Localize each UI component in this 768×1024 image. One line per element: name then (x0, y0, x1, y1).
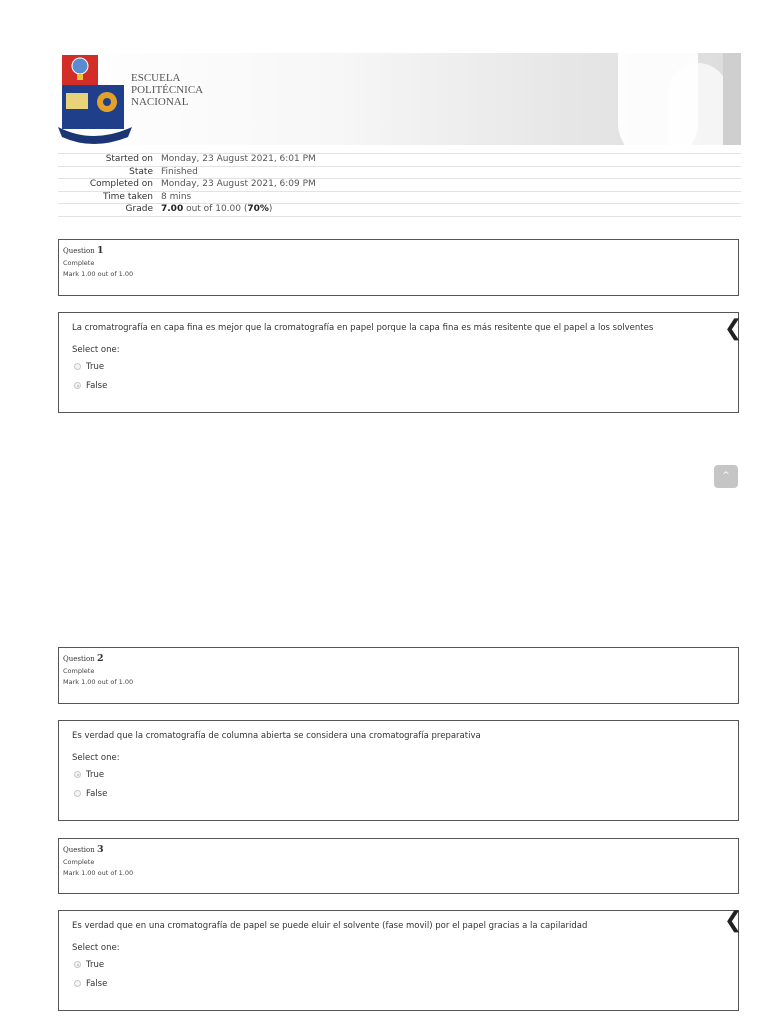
summary-row (58, 191, 741, 204)
answer-option-true[interactable] (74, 767, 738, 782)
summary-label: Started on (105, 154, 153, 164)
question-info-3 (58, 838, 739, 894)
answer-option-false[interactable] (74, 976, 738, 991)
summary-label: Time taken (102, 191, 153, 202)
chevron-left-icon[interactable]: ❮ (724, 316, 743, 341)
summary-value: 8 mins (161, 191, 192, 202)
summary-value: Monday, 23 August 2021, 6:01 PM (161, 154, 316, 164)
question-state: Complete (63, 667, 95, 675)
chevron-up-icon: ^ (722, 471, 730, 481)
radio-button[interactable] (74, 363, 81, 370)
answer-option-false[interactable] (74, 786, 738, 801)
header-banner (58, 53, 741, 145)
summary-row (58, 153, 741, 166)
banner-decor (723, 53, 741, 145)
summary-label: Completed on (89, 179, 153, 189)
question-state: Complete (63, 259, 95, 267)
summary-value: Finished (161, 166, 198, 177)
question-text: Es verdad que en una cromatografía de papel se puede eluir el solvente (fase movil) por el papel gracias a la capilaridad (72, 921, 588, 931)
summary-value: Monday, 23 August 2021, 6:09 PM (161, 179, 316, 189)
question-info-1 (58, 239, 739, 296)
chevron-left-icon[interactable]: ❮ (724, 908, 743, 933)
answer-option-true[interactable] (74, 359, 738, 374)
radio-button-selected[interactable] (74, 771, 81, 778)
option-label: False (86, 978, 108, 989)
select-prompt: Select one: (72, 345, 120, 355)
logo-wordmark: ESCUELA POLITÉCNICA NACIONAL (131, 72, 204, 108)
option-label: False (86, 380, 108, 391)
question-content-1 (58, 312, 739, 413)
banner-decor (668, 63, 728, 145)
radio-button[interactable] (74, 980, 81, 987)
radio-button-selected[interactable] (74, 382, 81, 389)
question-content-3 (58, 910, 739, 1011)
question-state: Complete (63, 858, 95, 866)
summary-row (58, 178, 741, 191)
option-label: True (86, 361, 105, 372)
option-label: False (86, 788, 108, 799)
answer-option-false[interactable] (74, 378, 738, 393)
radio-button[interactable] (74, 790, 81, 797)
summary-label: State (129, 166, 153, 177)
question-text: La cromatrografía en capa fina es mejor que la cromatografía en papel porque la capa fina es más resitente que el papel a los solventes (72, 323, 654, 333)
question-mark: Mark 1.00 out of 1.00 (63, 678, 134, 686)
university-logo (58, 53, 138, 145)
question-mark: Mark 1.00 out of 1.00 (63, 869, 134, 877)
grade-value: 7.00 out of 10.00 (70%) (161, 204, 273, 214)
question-mark: Mark 1.00 out of 1.00 (63, 270, 134, 278)
radio-button-selected[interactable] (74, 961, 81, 968)
summary-label: Grade (125, 204, 153, 214)
question-text: Es verdad que la cromatografía de columna abierta se considera una cromatografía preparativa (72, 731, 481, 741)
question-info-2 (58, 647, 739, 704)
question-number: Question 3 (63, 844, 104, 855)
back-to-top-button[interactable] (714, 465, 738, 488)
question-number: Question 1 (63, 245, 104, 256)
option-label: True (86, 769, 105, 780)
option-label: True (86, 959, 105, 970)
answer-option-true[interactable] (74, 957, 738, 972)
summary-row (58, 203, 741, 217)
summary-row (58, 166, 741, 179)
question-content-2 (58, 720, 739, 821)
select-prompt: Select one: (72, 753, 120, 763)
attempt-summary-table (58, 153, 741, 217)
question-number: Question 2 (63, 653, 104, 664)
select-prompt: Select one: (72, 943, 120, 953)
